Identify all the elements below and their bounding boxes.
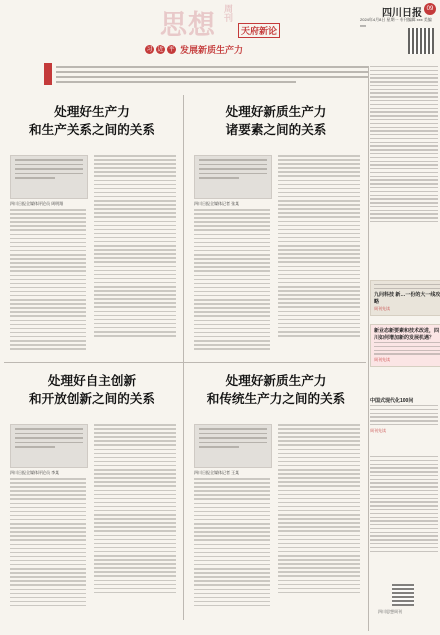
newspaper-logo: 四川日报 [382,8,422,19]
issue-badge: 09 [424,3,436,15]
article-title-line: 和生产关系之间的关系 [29,122,155,137]
masthead-weekly: 周刊 [224,5,234,24]
sidebar-card[interactable] [370,280,440,316]
article-body-col [278,155,360,339]
intro-tag [44,63,52,85]
masthead-title: 思想 [160,10,216,41]
sidebar-tag: 周刊先读 [374,305,390,311]
sidebar [370,66,438,631]
article-1 [4,97,180,362]
byline: 四川日报全媒体评论员 李某 [10,470,60,475]
pull-quote [194,424,272,468]
article-title-line: 处理好生产力 [54,104,130,119]
article-title-line: 处理好新质生产力 [225,373,327,388]
footer-text: 四川思想周刊 [378,609,402,614]
article-title-line: 诸要素之间的关系 [225,122,327,137]
slogan-chip: 平 [168,46,175,53]
row-divider [4,362,366,363]
qr-code-icon [408,28,434,54]
article-body-col [10,478,86,609]
slogan-row [145,44,243,55]
sidebar-divider [368,66,369,631]
sidebar-headline[interactable]: 中国式现代化100问 [370,398,414,404]
intro-paragraph [56,63,368,91]
sidebar-card[interactable] [370,398,438,434]
slogan-chip: 习 [146,46,153,53]
article-body-col [10,209,86,352]
article-body-col [94,155,176,339]
article-body-col [194,478,270,609]
sidebar-headline[interactable]: 新业态新要素和技术改进，四川如何增加新的发展机遇？ [374,328,440,341]
article-body-col [278,424,360,596]
qr-code-icon [392,584,414,606]
date-line: 2024年4月8日 星期一 专刊编辑 xxx 美编 xxx [360,17,432,28]
sidebar-text-block [370,456,438,554]
column-divider [183,95,184,620]
masthead [0,0,440,62]
article-4 [188,366,364,631]
sidebar-card[interactable] [370,324,440,367]
article-title-line: 和开放创新之间的关系 [29,391,155,406]
article-body-col [194,209,270,352]
byline: 四川日报全媒体评论员 周明翔 [10,201,64,206]
article-title-line: 处理好新质生产力 [225,104,327,119]
pull-quote [194,155,272,199]
article-title-line: 和传统生产力之间的关系 [206,391,346,406]
sidebar-tag: 周刊先读 [374,357,390,363]
slogan-chip: 近 [157,46,164,53]
pull-quote [10,424,88,468]
byline: 四川日报全媒体记者 张某 [194,201,240,206]
sidebar-headline[interactable]: 九问科技 新…一份的大一线攻略 [374,291,440,305]
intro-text-lines [56,66,368,83]
article-3 [4,366,180,631]
article-body-col [94,424,176,596]
article-2 [188,97,364,362]
pull-quote [10,155,88,199]
article-title-line: 处理好自主创新 [47,373,137,388]
sidebar-tag: 周刊先读 [370,427,386,433]
slogan-text: 发展新质生产力 [180,46,244,56]
sidebar-text-block [370,66,438,225]
masthead-subtitle: 天府新论 [238,23,280,38]
byline: 四川日报全媒体记者 王某 [194,470,240,475]
